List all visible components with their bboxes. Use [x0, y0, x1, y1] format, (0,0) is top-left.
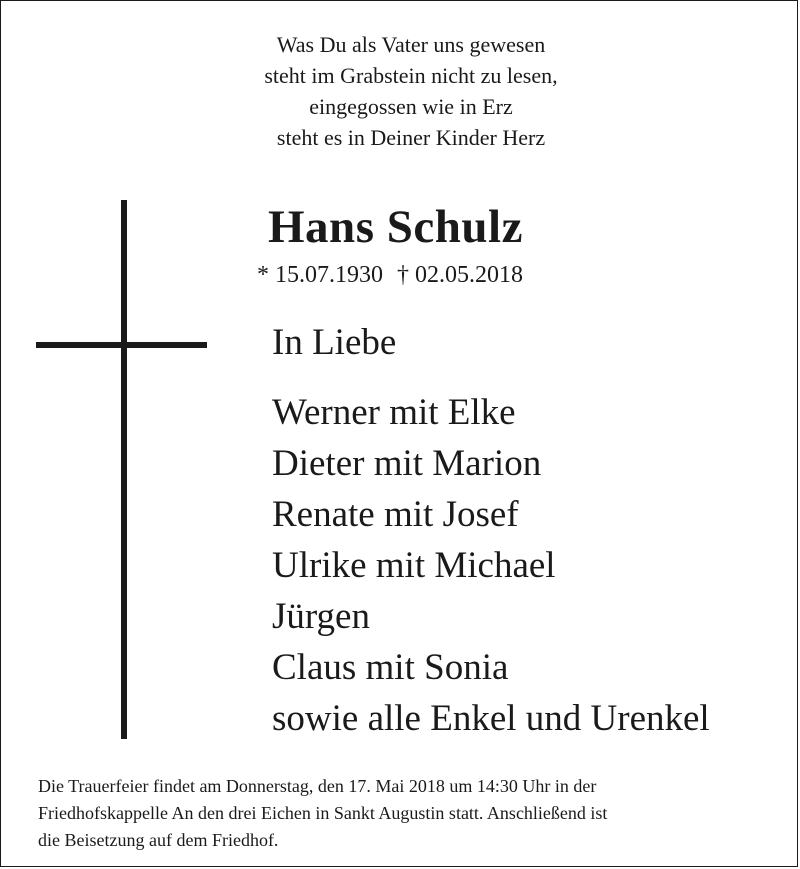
poem-line: steht im Grabstein nicht zu lesen,	[264, 63, 558, 88]
mourner-name: Jürgen	[272, 596, 370, 637]
funeral-info-line: Die Trauerfeier findet am Donnerstag, den 17. Mai 2018 um 14:30 Uhr in der	[38, 776, 597, 796]
funeral-info	[38, 773, 788, 854]
mourner-name: sowie alle Enkel und Urenkel	[272, 698, 710, 739]
funeral-info-line: die Beisetzung auf dem Friedhof.	[38, 830, 279, 850]
mourner-name: Werner mit Elke	[272, 392, 516, 433]
mourner-name: Dieter mit Marion	[272, 443, 542, 484]
mourners	[272, 319, 710, 744]
mourners-list	[272, 387, 710, 744]
funeral-info-line: Friedhofskappelle An den drei Eichen in Sankt Augustin statt. Anschließend ist	[38, 803, 608, 823]
mourners-intro: In Liebe	[272, 322, 397, 363]
birth-date: * 15.07.1930	[257, 262, 383, 288]
death-date: † 02.05.2018	[397, 262, 523, 288]
poem-line: Was Du als Vater uns gewesen	[276, 32, 546, 57]
mourner-name: Renate mit Josef	[272, 494, 519, 535]
poem	[1, 29, 800, 153]
deceased-name: Hans Schulz	[268, 201, 523, 253]
poem-line: eingegossen wie in Erz	[309, 94, 513, 119]
mourner-name: Claus mit Sonia	[272, 647, 509, 688]
mourner-name: Ulrike mit Michael	[272, 545, 556, 586]
life-dates	[257, 260, 523, 290]
cross-vertical-bar	[121, 200, 127, 739]
poem-line: steht es in Deiner Kinder Herz	[276, 125, 546, 150]
cross-horizontal-bar	[36, 342, 207, 348]
